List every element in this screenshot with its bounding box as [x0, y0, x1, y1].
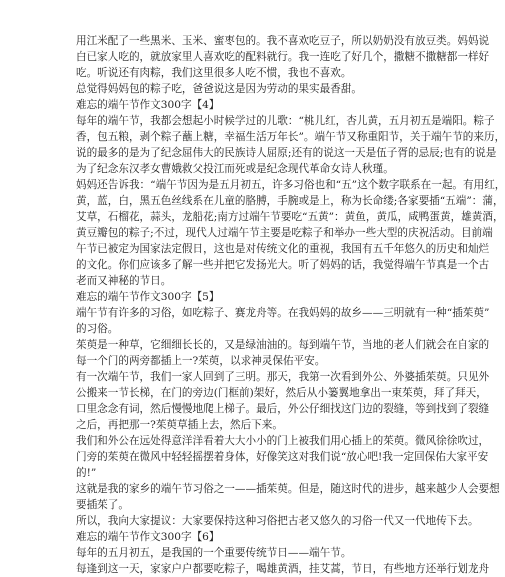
text-line: 门旁的茱萸在微风中轻轻摇摆着身体，好像笑这对我们说“放心吧!我一定回保佑大家平安	[76, 451, 489, 463]
text-line: 每年的五月初五，是我国的一个重要传统节日——端午节。	[76, 547, 352, 559]
text-line: 我们和外公在远处得意洋洋看着大大小小的门上被我们用心插上的茱萸。微风徐徐吹过，	[76, 435, 490, 447]
text-line: 的习俗。	[76, 323, 119, 335]
text-line: 所以，我向大家提议：大家要保持这种习俗把古老又悠久的习俗一代又一代地传下去。	[76, 515, 479, 527]
text-line: 口里念念有词，然后慢慢地爬上梯子。最后，外公仔细找这门边的裂缝，等到找到了裂缝	[76, 403, 490, 415]
text-line: 黄，蓝，白，黑五色丝线系在儿童的胳膊，手腕或是上，称为长命缕;各家要插“五端”：蒲，	[76, 195, 504, 207]
text-line: 用江米配了一些黑米、玉米、蜜枣包的。我不喜欢吃豆子，所以奶奶没有放豆类。妈妈说	[76, 35, 490, 47]
text-line: 茱萸是一种草，它细细长长的，又是绿油油的。每到端午节，当地的老人们就会在自家的	[76, 339, 490, 351]
text-line: 黄豆瓣包的粽子;不过，现代人过端午节主要是吃粽子和举办一些大型的庆祝活动。目前端	[76, 227, 493, 239]
text-line: 艾草，石榴花，蒜头，龙船花;南方过端午节要吃“五黄”：黄鱼，黄瓜，咸鸭蛋黄，雄黄酒，	[76, 211, 504, 223]
text-line: 说的最多的是为了纪念屈伟大的民族诗人屈原;还有的说这一天是伍子胥的忌辰;也有的说是	[76, 147, 497, 159]
text-line: 午节已被定为国家法定假日，这也是对传统文化的重视，我国有五千年悠久的历史和灿烂	[76, 243, 490, 255]
text-line: 的!”	[76, 467, 97, 479]
text-line: 难忘的端午节作文300字【6】	[76, 531, 220, 543]
text-line: 白已家人吃的，就放家里人喜欢吃的配料就行。我一连吃了好几个，撒糖不撒糖都一样好	[76, 51, 490, 63]
text-line: 妈妈还告诉我：“端午节因为是五月初五，许多习俗也和“五”这个数字联系在一起。有用红，	[76, 179, 505, 191]
text-line: 这就是我的家乡的端午节习俗之一——插茱萸。但是，随这时代的进步，越来越少人会要想	[76, 483, 500, 495]
text-line: 每逢到这一天，家家户户都要吃粽子，喝雄黄酒，挂艾蒿，节日，有些地方还举行划龙舟	[76, 563, 490, 575]
text-line: 总觉得妈妈包的粽子吃，爸爸说这是因为劳动的果实最香甜。	[76, 83, 363, 95]
text-line: 公搬来一节长梯，在门的旁边(门框前)架好，然后从小篓翼地拿出一束茱萸，拜了拜天，	[76, 387, 487, 399]
text-line: 吃。听说还有肉粽，我们这里很多人吃不惯，我也不喜欢。	[76, 67, 352, 79]
text-line: 为了纪念东汉孝女曹娥救父投江而死或是纪念现代革命女诗人秋瑾。	[76, 163, 394, 175]
text-line: 难忘的端午节作文300字【5】	[76, 291, 220, 303]
text-line: 有一次端午节，我们一家人回到了三明。那天，我第一次看到外公、外婆插茱萸。只见外	[76, 371, 490, 383]
text-line: 端午节有许多的习俗，如吃粽子、赛龙舟等。在我妈妈的故乡——三明就有一种“插茱萸”	[76, 307, 490, 319]
text-line: 老而又神秘的节日。	[76, 275, 172, 287]
text-line: 难忘的端午节作文300字【4】	[76, 99, 220, 111]
text-line: 的文化。你们应该多了解一些并把它发扬光大。听了妈妈的话，我觉得端午节真是一个古	[76, 259, 490, 271]
text-line: 要插茱了。	[76, 499, 129, 511]
text-line: 每一个门的两旁都插上一?茱萸，以求神灵保佑平安。	[76, 355, 326, 367]
text-line: 之后，再把那一?茱萸草插上去，然后下来。	[76, 419, 283, 431]
text-line: 每年的端午节，我都会想起小时候学过的儿歌：“桃儿红，杏儿黄，五月初五是端阳。粽子	[76, 115, 495, 127]
text-line: 香，包五粮，剥个粽子蘸上糖，幸福生活万年长”。端午节又称重阳节，关于端午节的来历，	[76, 131, 505, 143]
